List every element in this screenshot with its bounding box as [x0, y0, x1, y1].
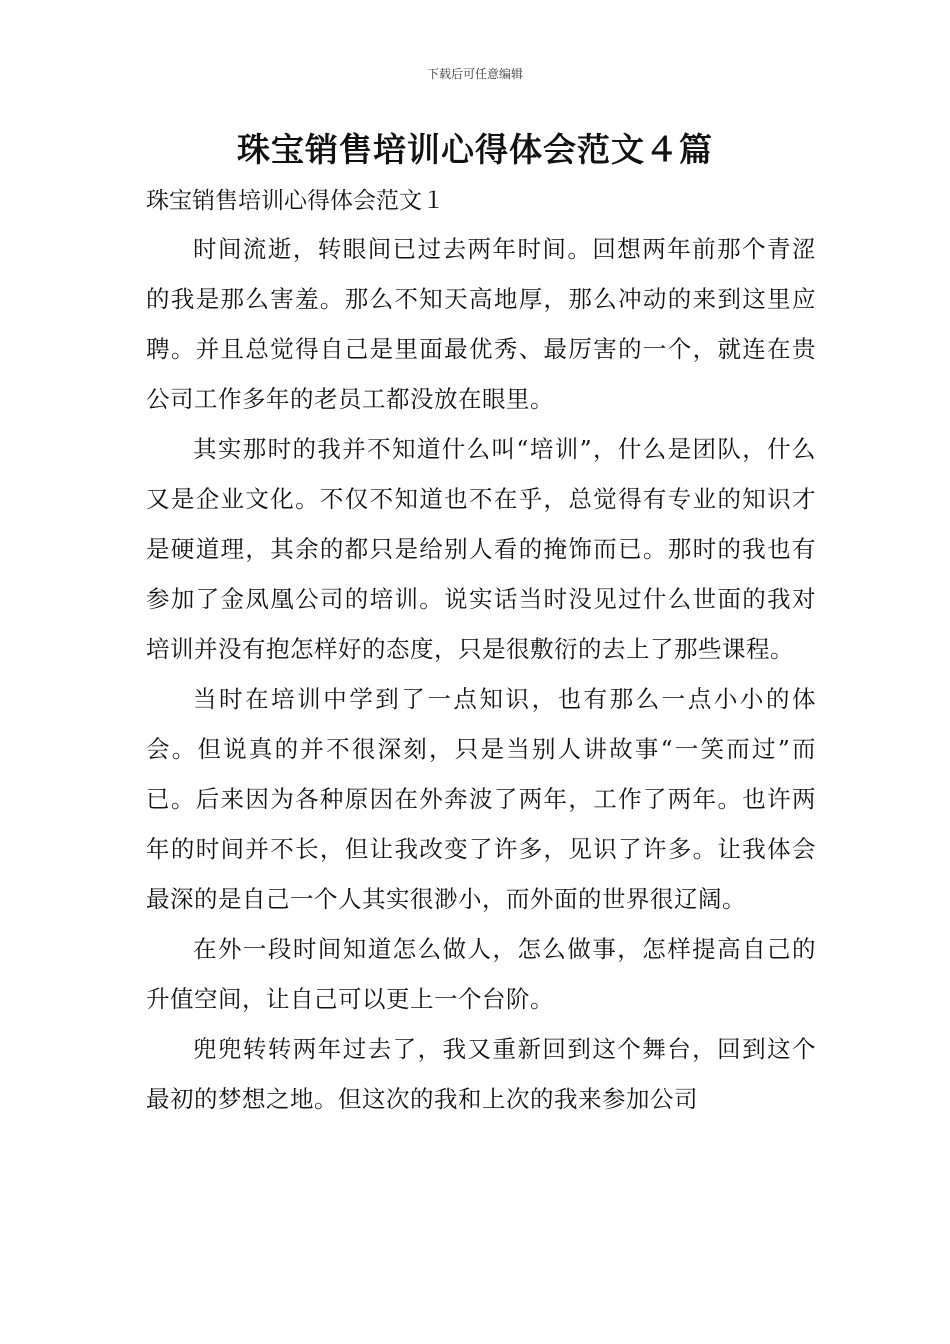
paragraph-2: 其实那时的我并不知道什么叫“培训”，什么是团队，什么又是企业文化。不仅不知道也不在乎，总觉得有专业的知识才是硬道理，其余的都只是给别人看的掩饰而已。那时的我也有参加了金凤凰公司的培训。说实话当时没见过什么世面的我对培训并没有抱怎样好的态度，只是很敷衍的去上了那些课程。 — [146, 435, 816, 663]
body-text — [146, 224, 816, 1124]
paragraph-4: 在外一段时间知道怎么做人，怎么做事，怎样提高自己的升值空间，让自己可以更上一个台阶。 — [146, 935, 816, 1013]
paragraph-1: 时间流逝，转眼间已过去两年时间。回想两年前那个青涩的我是那么害羞。那么不知天高地厚，那么冲动的来到这里应聘。并且总觉得自己是里面最优秀、最厉害的一个，就连在贵公司工作多年的老员工都没放在眼里。 — [146, 235, 816, 413]
document-title: 珠宝销售培训心得体会范文４篇 — [237, 130, 713, 169]
paragraph-3: 当时在培训中学到了一点知识，也有那么一点小小的体会。但说真的并不很深刻，只是当别人讲故事“一笑而过”而已。后来因为各种原因在外奔波了两年，工作了两年。也许两年的时间并不长，但让我改变了许多，见识了许多。让我体会最深的是自己一个人其实很渺小，而外面的世界很辽阔。 — [146, 685, 816, 913]
section-heading: 珠宝销售培训心得体会范文１ — [146, 188, 445, 214]
paragraph-5: 兜兜转转两年过去了，我又重新回到这个舞台，回到这个最初的梦想之地。但这次的我和上次的我来参加公司 — [146, 1035, 816, 1113]
header-note: 下载后可任意编辑 — [426, 67, 523, 81]
